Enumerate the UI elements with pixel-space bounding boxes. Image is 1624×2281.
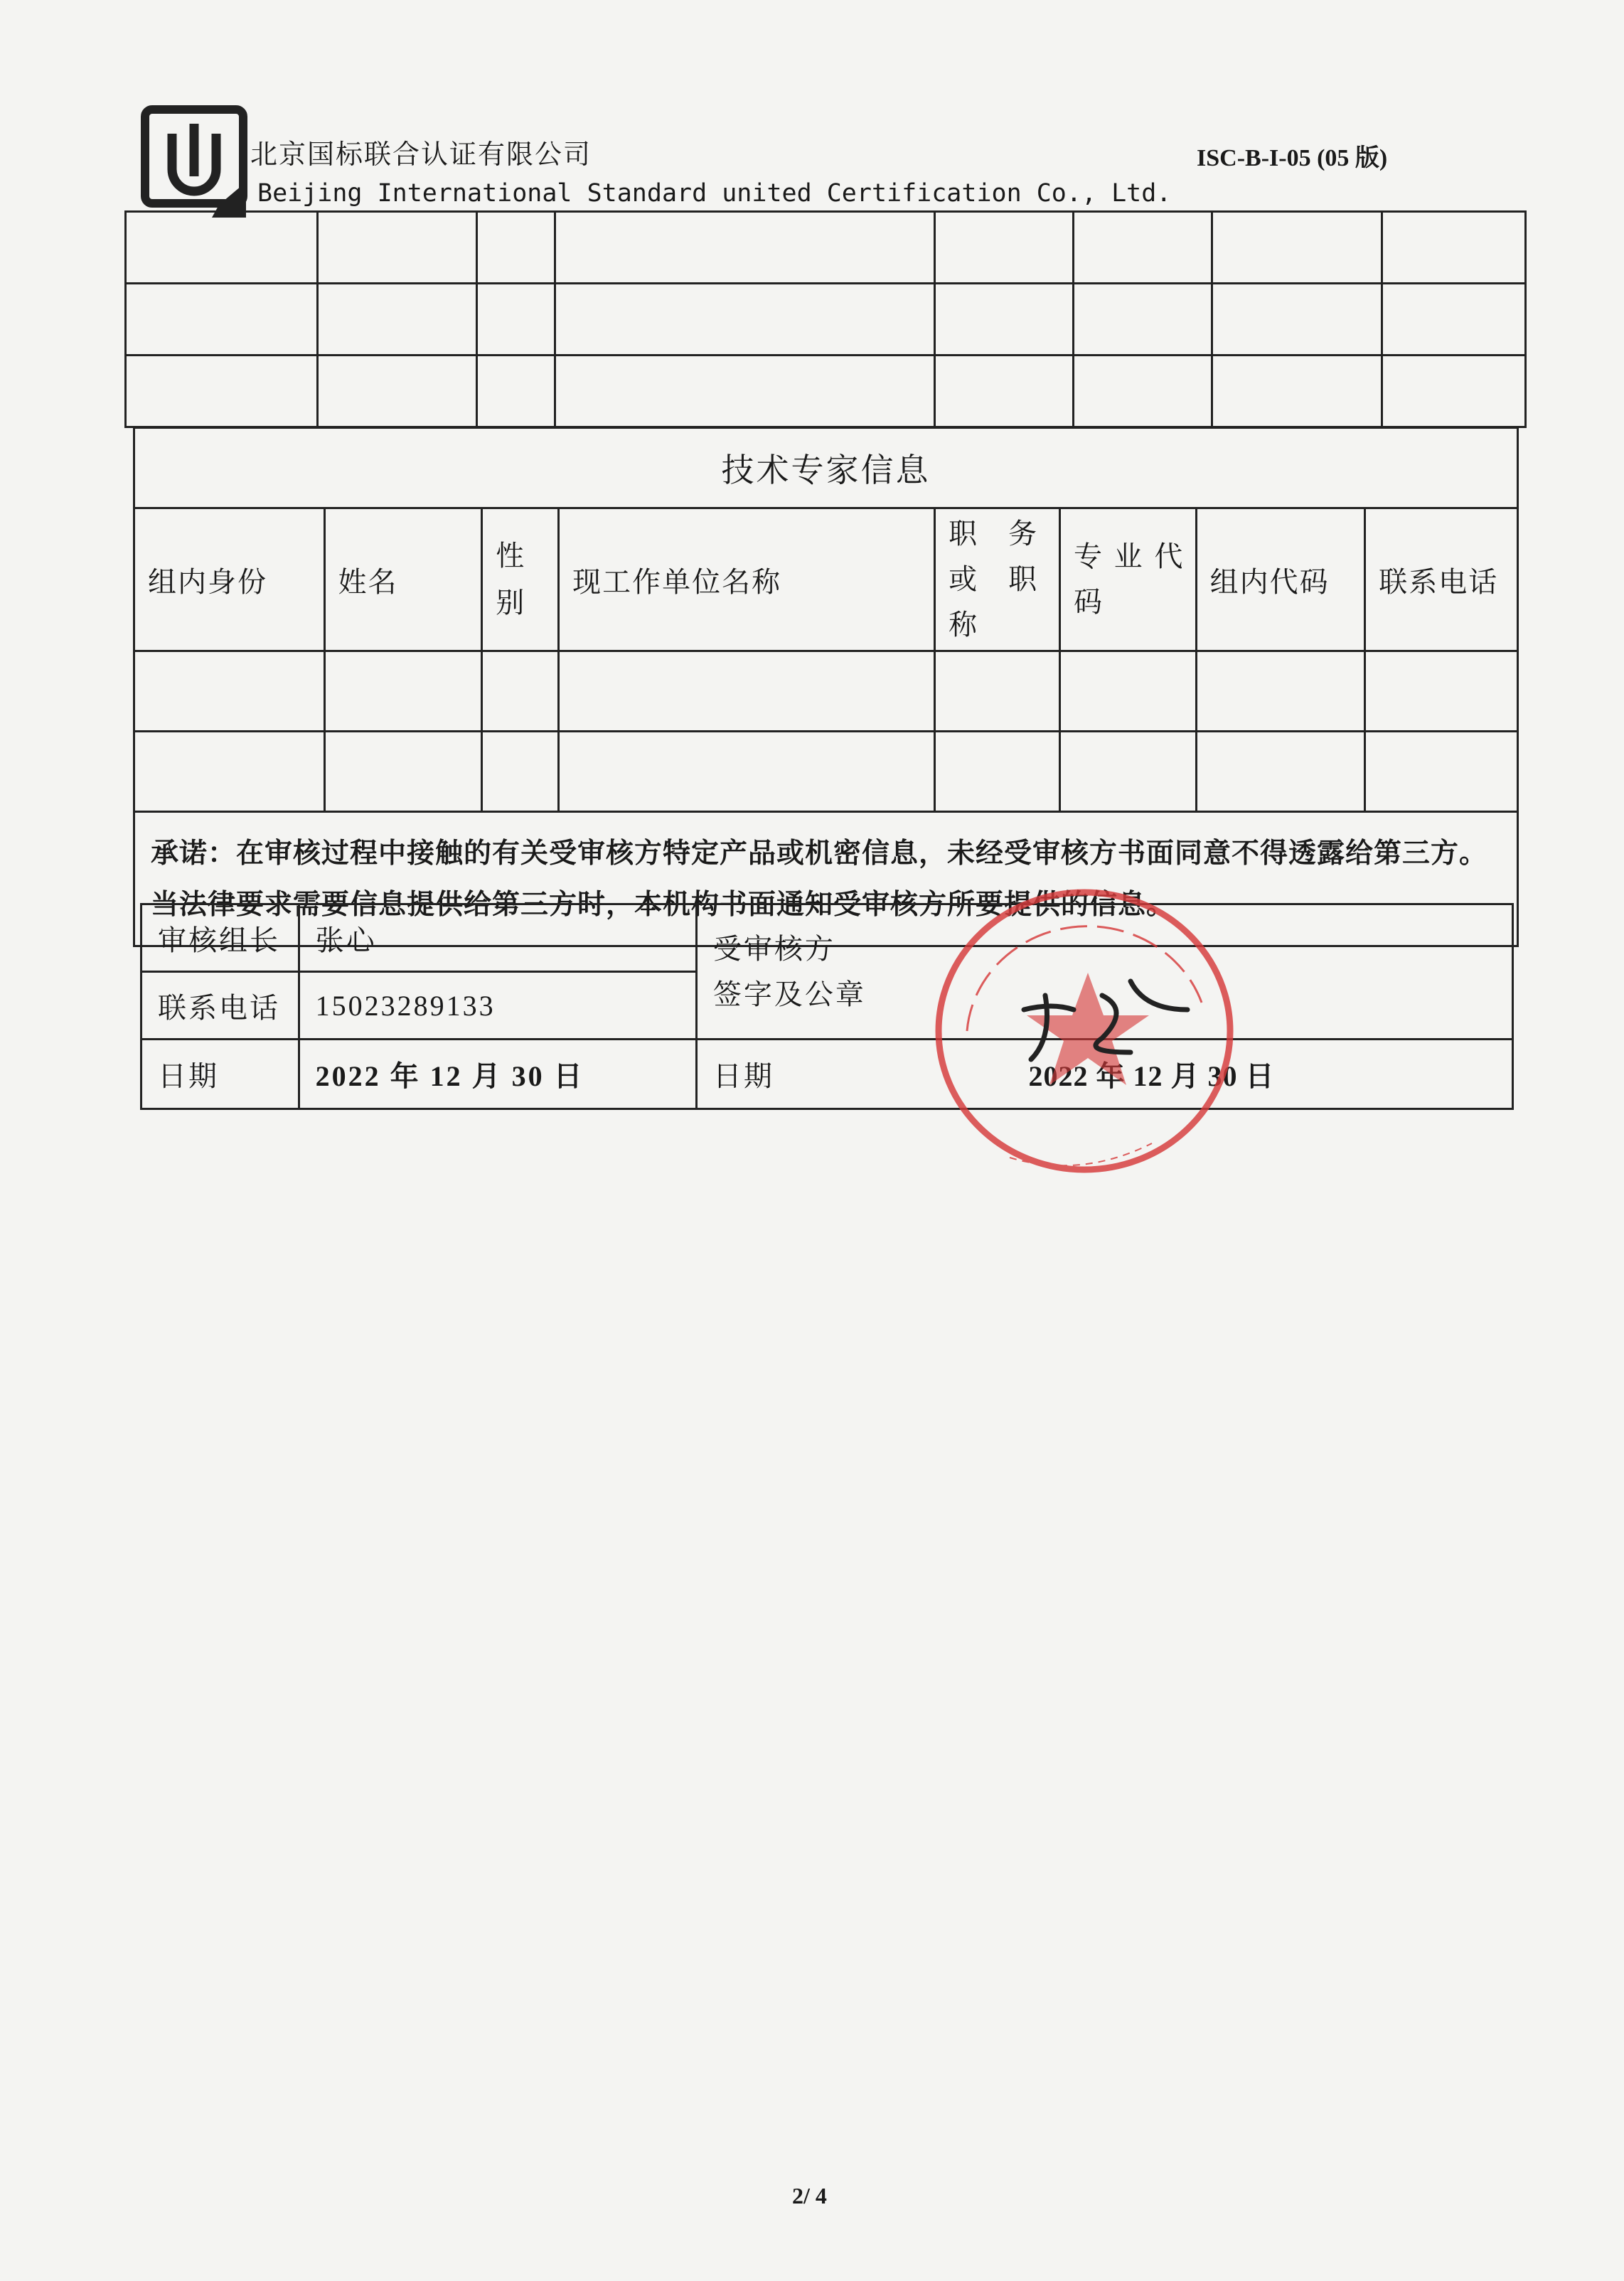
column-header-specialty-code: 专 业 代 码 (1059, 508, 1196, 651)
company-logo-icon (141, 105, 247, 218)
confidentiality-promise: 承诺：在审核过程中接触的有关受审核方特定产品或机密信息，未经受审核方书面同意不得透露给第三方。 当法律要求需要信息提供给第三方时，本机构书面通知受审核方所要提供的信息。 (134, 812, 1518, 946)
column-header-gender: 性 别 (482, 508, 559, 651)
table-row (126, 284, 1526, 356)
audit-leader-value: 张心 (299, 904, 696, 972)
auditee-date-label: 日期 (712, 1060, 774, 1093)
column-header-title: 职 务 或 职 称 (935, 508, 1060, 651)
date-value: 2022 年 12 月 30 日 (299, 1040, 696, 1109)
signoff-table (140, 903, 1514, 1110)
page-number: 2/ 4 (792, 2183, 827, 2208)
company-name-cn: 北京国标联合认证有限公司 (250, 139, 592, 170)
member-table-continuation (124, 210, 1527, 428)
table-row (134, 732, 1518, 812)
column-header-phone: 联系电话 (1365, 508, 1518, 651)
expert-section-title: 技术专家信息 (134, 428, 1518, 508)
phone-label: 联系电话 (141, 972, 299, 1040)
audit-leader-label: 审核组长 (141, 904, 299, 972)
document-code: ISC-B-I-05 (05 版) (1197, 145, 1388, 171)
phone-value: 15023289133 (299, 972, 696, 1040)
company-name-en: Beijing International Standard united Certification Co., Ltd. (257, 179, 1172, 208)
column-header-role: 组内身份 (134, 508, 325, 651)
table-row (126, 356, 1526, 427)
auditee-date-value: 2022 年 12 月 30 日 (1028, 1060, 1275, 1092)
column-header-workplace: 现工作单位名称 (559, 508, 935, 651)
table-row (126, 212, 1526, 284)
table-row (141, 1040, 1513, 1109)
auditee-signature-cell: 受审核方 签字及公章 (696, 904, 1512, 1040)
expert-table (133, 427, 1519, 947)
company-seal-icon (917, 889, 1244, 1187)
table-header-row (134, 508, 1518, 651)
column-header-group-code: 组内代码 (1196, 508, 1365, 651)
table-row (141, 904, 1513, 972)
column-header-name: 姓名 (324, 508, 482, 651)
table-row (134, 428, 1518, 508)
table-row (134, 651, 1518, 732)
date-label: 日期 (141, 1040, 299, 1109)
